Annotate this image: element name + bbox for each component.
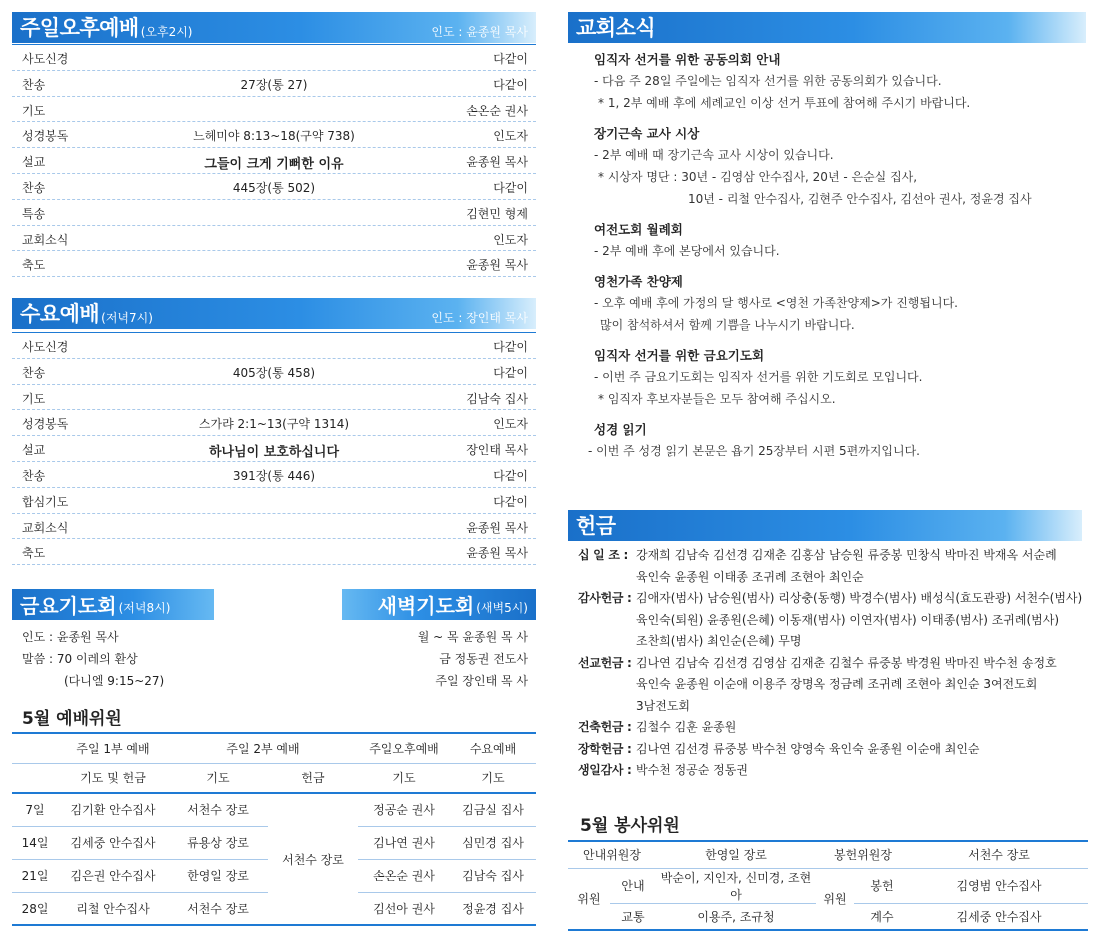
friday-leader: 인도 : 윤종원 목사 [22,630,119,644]
news-line: * 임직자 후보자분들은 모두 참여해 주십시오. [598,392,836,406]
order-person: 다같이 [493,365,528,380]
order-name: 축도 [22,258,46,273]
news-line: 많이 참석하셔서 함께 기쁨을 나누시기 바랍니다. [600,318,855,332]
order-row [12,174,536,200]
news-line: - 다음 주 28일 주일에는 임직자 선거를 위한 공동의회가 있습니다. [594,74,942,88]
order-row [12,226,536,252]
row-afternoon-prayer: 김선아 권사 [373,901,435,916]
row-prayer-offering: 리철 안수집사 [76,901,150,916]
news-line: - 이번 주 금요기도회는 임직자 선거를 위한 기도회로 모입니다. [594,370,923,384]
news-line: * 시상자 명단 : 30년 - 김영삼 안수집사, 20년 - 은순실 집사, [598,170,918,184]
order-detail: 391장(통 446) [232,468,316,483]
news-list [568,44,1088,464]
row-wednesday-prayer: 김금실 집사 [462,803,524,818]
offering-banner [568,510,1082,541]
serve-chief: 서천수 장로 [968,848,1030,863]
sunday-afternoon-order [12,44,536,277]
service-key: 봉헌 [870,879,894,893]
news-line: * 1, 2부 예배 후에 세례교인 이상 선거 투표에 참여해 주시기 바랍니다. [598,96,971,110]
news-heading: 임직자 선거를 위한 금요기도회 [594,348,765,363]
order-row [12,71,536,97]
row-prayer: 류용상 장로 [187,836,249,850]
order-name: 설교 [22,155,46,170]
friday-ref: (다니엘 9:15~27) [64,674,165,688]
order-person: 윤종원 목사 [466,546,528,561]
offering-label: 생일감사 : [578,763,632,777]
service-value: 김세중 안수집사 [956,909,1042,924]
news-line: - 이번 주 성경 읽기 본문은 욥기 25장부터 시편 5편까지입니다. [588,444,920,458]
offering-names: 김철수 김훈 윤종원 [636,720,737,734]
order-row [12,122,536,148]
order-person: 인도자 [493,129,528,144]
dawn-line: 월 ~ 목 윤종원 목 사 [417,630,528,644]
service-value: 이용주, 조규청 [697,909,775,924]
offering-label: 선교헌금 : [578,655,632,670]
sub-header: 기도 [206,771,230,786]
order-row [12,200,536,226]
order-row [12,359,536,385]
service-value: 박순이, 지인자, 신미경, 조현아 [660,870,812,902]
order-name: 기도 [22,391,46,406]
offering-row [578,654,1057,671]
order-detail: 445장(통 502) [232,180,316,195]
section-time: (오후2시) [140,24,193,39]
order-name: 교회소식 [22,232,69,247]
table-row [12,793,536,826]
order-name: 찬송 [22,468,46,483]
news-line: - 2부 예배 때 장기근속 교사 시상이 있습니다. [594,148,834,162]
offering-names: 김나연 김선경 류중봉 박수천 양영숙 육인숙 윤종원 이순애 최인순 [636,741,980,756]
sub-header: 기도 [481,771,505,786]
order-name: 찬송 [22,365,46,380]
order-name: 기도 [22,103,46,118]
order-name: 찬송 [22,77,46,92]
order-row [12,514,536,540]
news-line: - 2부 예배 후에 본당에서 있습니다. [594,244,780,258]
sunday-afternoon-banner [12,12,536,43]
group-header: 주일오후예배 [369,741,439,756]
order-person: 다같이 [493,340,528,354]
offering-label: 십 일 조 : [578,548,629,562]
section-title: 수요예배 [20,302,100,326]
row-wednesday-prayer: 김남숙 집사 [462,869,524,883]
row-wednesday-prayer: 정윤경 집사 [462,901,524,916]
row-date: 21일 [21,869,49,883]
order-row [12,333,536,359]
order-name: 성경봉독 [22,129,69,144]
offering-row [578,589,1083,606]
offering-names: 강재희 김남숙 김선경 김재춘 김홍삼 남승원 류중봉 민창식 박마진 박재옥 서순례 [636,548,1057,562]
guide-chief: 한영일 장로 [705,848,767,863]
news-banner [568,12,1086,43]
news-heading: 성경 읽기 [594,422,647,437]
offering-row [578,761,748,778]
order-person: 윤종원 목사 [466,520,528,535]
member-label: 위원 [816,868,854,930]
order-detail: 스가랴 2:1~13(구약 1314) [198,417,350,432]
offering-names: 육인숙(퇴원) 윤종원(은혜) 이동재(범사) 이연자(범사) 이태종(범사) 조귀례(범사) [636,612,1060,627]
row-prayer: 서천수 장로 [187,803,249,818]
row-prayer-offering: 김세중 안수집사 [70,836,156,850]
order-name: 특송 [22,206,46,221]
service-key: 안내 [621,879,645,893]
offering-label: 건축헌금 : [578,720,632,734]
group-header: 주일 1부 예배 [76,741,150,756]
member-label: 위원 [568,868,610,930]
section-time: (새벽5시) [476,601,528,615]
group-header: 주일 2부 예배 [226,741,300,756]
shared-offering: 서천수 장로 [268,793,358,925]
section-title: 주일오후예배 [20,16,139,40]
offering-label: 장학헌금 : [578,741,632,756]
row-date: 28일 [21,901,49,916]
row-afternoon-prayer: 김나연 권사 [373,836,435,850]
may-service-table [568,840,1088,931]
offering-row [578,546,1057,563]
order-name: 교회소식 [22,520,69,535]
offering-row [578,718,737,735]
sub-header: 기도 [392,771,416,786]
order-person: 윤종원 목사 [466,155,528,170]
sub-header: 헌금 [301,771,325,786]
section-time: (저녁8시) [118,601,171,615]
may-worship-title: 5월 예배위원 [22,709,122,729]
offering-names: 박수천 정공순 정동권 [636,763,748,777]
order-row [12,436,536,462]
guide-chief-label: 안내위원장 [583,848,641,863]
offering-names: 김나연 김남숙 김선경 김영삼 김재춘 김철수 류중봉 박경원 박마진 박수천 송정호 [636,655,1057,670]
order-row [12,462,536,488]
sermon-title: 하나님이 보호하십니다 [208,445,340,461]
row-prayer-offering: 김기환 안수집사 [70,803,156,818]
section-title: 교회소식 [576,16,656,40]
dawn-prayer-banner [342,589,536,620]
dawn-line: 금 정동권 전도사 [439,652,528,666]
order-name: 사도신경 [22,52,69,66]
order-name: 설교 [22,443,46,458]
row-prayer-offering: 김은권 안수집사 [70,869,156,883]
offering-row [578,740,980,757]
order-name: 찬송 [22,180,46,195]
news-heading: 임직자 선거를 위한 공동의회 안내 [594,52,781,67]
order-name: 합심기도 [22,494,69,509]
row-afternoon-prayer: 정공순 권사 [373,803,435,818]
order-row [12,539,536,565]
order-row [12,148,536,174]
sermon-title: 그들이 크게 기뻐한 이유 [204,157,344,173]
friday-prayer-banner [12,589,214,620]
sub-header: 기도 및 헌금 [80,771,146,786]
section-title: 새벽기도회 [377,594,475,618]
section-title: 헌금 [576,514,616,538]
news-heading: 장기근속 교사 시상 [594,126,700,141]
row-prayer: 한영일 장로 [187,869,249,883]
friday-word: 말씀 : 70 이레의 환상 [22,652,138,666]
row-wednesday-prayer: 심민경 집사 [462,836,524,850]
may-service-title: 5월 봉사위원 [580,816,680,836]
order-row [12,251,536,277]
order-name: 성경봉독 [22,417,69,432]
order-person: 김남숙 집사 [466,391,528,406]
order-person: 다같이 [493,180,528,195]
service-value: 김영범 안수집사 [956,879,1042,893]
order-person: 다같이 [493,77,528,92]
order-person: 윤종원 목사 [466,258,528,273]
news-heading: 여전도회 월례회 [594,222,683,237]
service-key: 계수 [870,909,894,924]
offering-names: 육인숙 윤종원 이순애 이용주 장명옥 정금례 조귀례 조현아 최인순 3여전도회 [636,677,1038,691]
section-leader: 인도 : 장인태 목사 [431,310,528,325]
news-line: 10년 - 리철 안수집사, 김현주 안수집사, 김선아 권사, 정윤경 집사 [688,192,1032,206]
offering-names: 조찬희(범사) 최인순(은혜) 무명 [636,634,802,648]
dawn-line: 주일 장인태 목 사 [435,674,528,688]
order-person: 장인태 목사 [466,443,528,458]
news-heading: 영천가족 찬양제 [594,274,683,289]
may-worship-table [12,732,536,926]
group-header: 수요예배 [469,741,517,756]
row-prayer: 서천수 장로 [187,901,249,916]
offering-names: 육인숙 윤종원 이태종 조귀례 조현아 최인순 [636,569,864,584]
news-line: - 오후 예배 후에 가정의 달 행사로 <영천 가족찬양제>가 진행됩니다. [594,296,958,310]
order-person: 다같이 [493,468,528,483]
order-row [12,410,536,436]
row-afternoon-prayer: 손온순 권사 [373,869,435,883]
order-name: 사도신경 [22,340,69,354]
service-key: 교통 [621,909,645,924]
serve-chief-label: 봉헌위원장 [834,848,892,863]
offering-names: 김애자(범사) 남승원(범사) 리상충(동행) 박경수(범사) 배성식(효도관광) 서천수(범사) [636,591,1083,605]
order-person: 다같이 [493,494,528,509]
order-person: 김현민 형제 [466,206,528,221]
order-person: 손온순 권사 [466,103,528,118]
section-title: 금요기도회 [20,594,117,618]
order-person: 다같이 [493,52,528,66]
order-row [12,488,536,514]
order-name: 축도 [22,546,46,561]
offering-label: 감사헌금 : [578,591,632,605]
order-detail: 405장(통 458) [232,365,316,380]
order-person: 인도자 [493,232,528,247]
offering-names: 3남전도회 [636,698,691,713]
order-detail: 27장(통 27) [240,77,308,92]
order-row [12,45,536,71]
order-row [12,385,536,411]
row-date: 7일 [25,803,45,818]
order-row [12,97,536,123]
order-person: 인도자 [493,417,528,432]
wednesday-banner [12,298,536,329]
wednesday-order [12,332,536,565]
row-date: 14일 [21,836,49,850]
section-leader: 인도 : 윤종원 목사 [431,24,528,39]
section-time: (저녁7시) [101,310,153,325]
order-detail: 느헤미야 8:13~18(구약 738) [193,129,355,144]
offering-list [568,542,1088,792]
